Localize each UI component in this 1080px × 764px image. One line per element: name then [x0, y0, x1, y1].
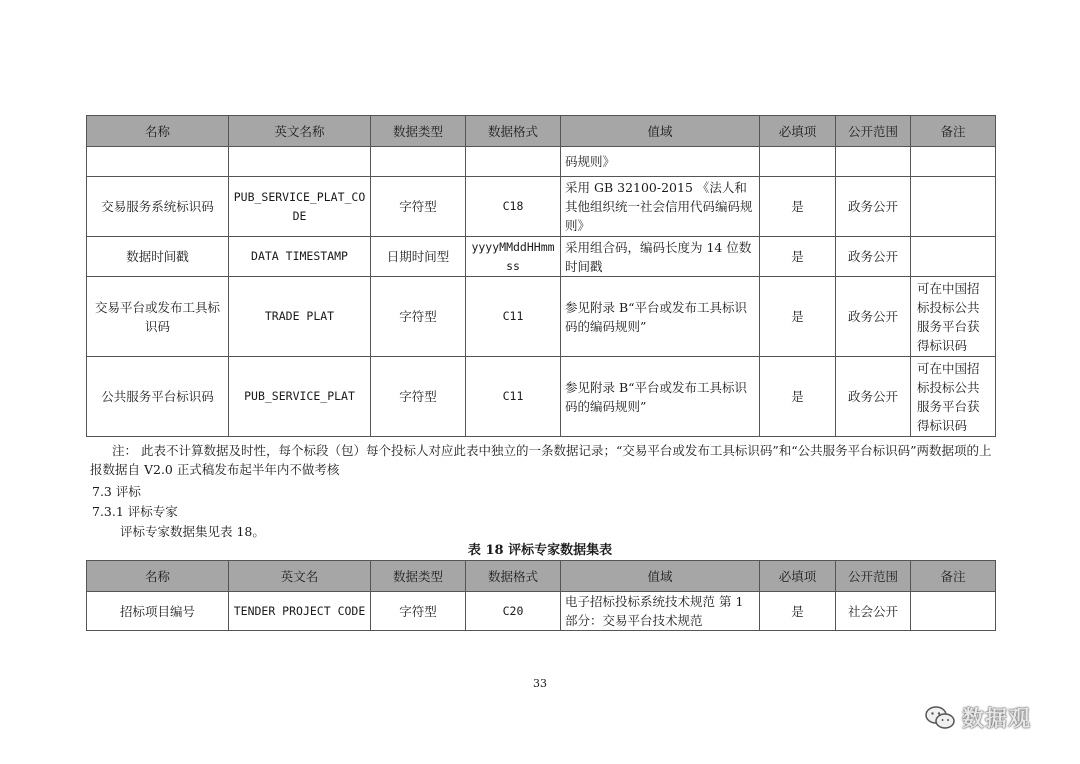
table-row: [87, 592, 996, 631]
cell-name: [87, 147, 229, 177]
watermark-text: 数据观: [962, 707, 1032, 732]
cell-required: 是: [760, 357, 836, 437]
table-row: [87, 277, 996, 357]
col-header-data-type: 数据类型: [371, 561, 466, 592]
cell-data-type: 字符型: [371, 357, 466, 437]
cell-data-type: 字符型: [371, 177, 466, 237]
cell-required: 是: [760, 177, 836, 237]
col-header-value-range: 值域: [561, 561, 760, 592]
col-header-required: 必填项: [760, 561, 836, 592]
wechat-icon: [924, 704, 956, 732]
table-row: [87, 237, 996, 277]
col-header-note: 备注: [911, 116, 996, 147]
col-header-data-type: 数据类型: [371, 116, 466, 147]
cell-data-type: 日期时间型: [371, 237, 466, 277]
cell-required: 是: [760, 592, 836, 631]
col-header-data-format: 数据格式: [466, 561, 561, 592]
table-header-row: [87, 561, 996, 592]
cell-name: 交易服务系统标识码: [87, 177, 229, 237]
cell-name: 交易平台或发布工具标识码: [87, 277, 229, 357]
col-header-english-name: 英文名: [229, 561, 371, 592]
cell-note: 可在中国招标投标公共服务平台获得标识码: [911, 357, 996, 437]
table-row: [87, 357, 996, 437]
cell-scope: [836, 147, 911, 177]
cell-data-type: [371, 147, 466, 177]
page-number: 33: [533, 677, 547, 690]
expert-data-table: [86, 560, 996, 631]
cell-note: [911, 147, 996, 177]
cell-english-name: PUB_SERVICE_PLAT_CODE: [229, 177, 371, 237]
cell-name: 公共服务平台标识码: [87, 357, 229, 437]
cell-value-range: 参见附录 B“平台或发布工具标识码的编码规则”: [561, 277, 760, 357]
col-header-name: 名称: [87, 561, 229, 592]
cell-scope: 政务公开: [836, 177, 911, 237]
data-spec-table: [86, 115, 996, 437]
table-header-row: [87, 116, 996, 147]
cell-english-name: TRADE PLAT: [229, 277, 371, 357]
cell-data-type: 字符型: [371, 592, 466, 631]
cell-data-format: C18: [466, 177, 561, 237]
cell-value-range: 采用组合码，编码长度为 14 位数时间戳: [561, 237, 760, 277]
col-header-name: 名称: [87, 116, 229, 147]
cell-required: 是: [760, 237, 836, 277]
cell-scope: 社会公开: [836, 592, 911, 631]
cell-note: 可在中国招标投标公共服务平台获得标识码: [911, 277, 996, 357]
subsection-heading: 7.3.1 评标专家: [92, 504, 178, 519]
watermark: [924, 702, 1031, 733]
cell-value-range: 采用 GB 32100-2015 《法人和其他组织统一社会信用代码编码规则》: [561, 177, 760, 237]
body-text: 评标专家数据集见表 18。: [120, 524, 265, 539]
table-row: [87, 147, 996, 177]
col-header-note: 备注: [911, 561, 996, 592]
col-header-data-format: 数据格式: [466, 116, 561, 147]
col-header-scope: 公开范围: [836, 561, 911, 592]
cell-required: [760, 147, 836, 177]
cell-english-name: DATA TIMESTAMP: [229, 237, 371, 277]
cell-data-format: C11: [466, 277, 561, 357]
table-footnote: 注： 此表不计算数据及时性，每个标段（包）每个投标人对应此表中独立的一条数据记录；“交易平台或发布工具标识码”和“公共服务平台标识码”两数据项的上报数据自 V2.0 正式稿发布起半年内不做考核: [90, 443, 992, 477]
col-header-value-range: 值域: [561, 116, 760, 147]
cell-required: 是: [760, 277, 836, 357]
cell-name: 招标项目编号: [87, 592, 229, 631]
col-header-required: 必填项: [760, 116, 836, 147]
cell-data-format: C11: [466, 357, 561, 437]
cell-scope: 政务公开: [836, 277, 911, 357]
cell-data-format: C20: [466, 592, 561, 631]
cell-scope: 政务公开: [836, 237, 911, 277]
table-caption: 表 18 评标专家数据集表: [467, 543, 613, 558]
col-header-english-name: 英文名称: [229, 116, 371, 147]
cell-english-name: PUB_SERVICE_PLAT: [229, 357, 371, 437]
cell-value-range: 码规则》: [561, 147, 760, 177]
cell-english-name: TENDER PROJECT CODE: [229, 592, 371, 631]
col-header-scope: 公开范围: [836, 116, 911, 147]
cell-note: [911, 592, 996, 631]
cell-english-name: [229, 147, 371, 177]
cell-note: [911, 177, 996, 237]
cell-scope: 政务公开: [836, 357, 911, 437]
cell-note: [911, 237, 996, 277]
table-row: [87, 177, 996, 237]
cell-name: 数据时间戳: [87, 237, 229, 277]
cell-value-range: 参见附录 B“平台或发布工具标识码的编码规则”: [561, 357, 760, 437]
cell-data-type: 字符型: [371, 277, 466, 357]
cell-value-range: 电子招标投标系统技术规范 第 1 部分：交易平台技术规范: [561, 592, 760, 631]
section-heading: 7.3 评标: [92, 484, 141, 499]
cell-data-format: [466, 147, 561, 177]
cell-data-format: yyyyMMddHHmmss: [466, 237, 561, 277]
